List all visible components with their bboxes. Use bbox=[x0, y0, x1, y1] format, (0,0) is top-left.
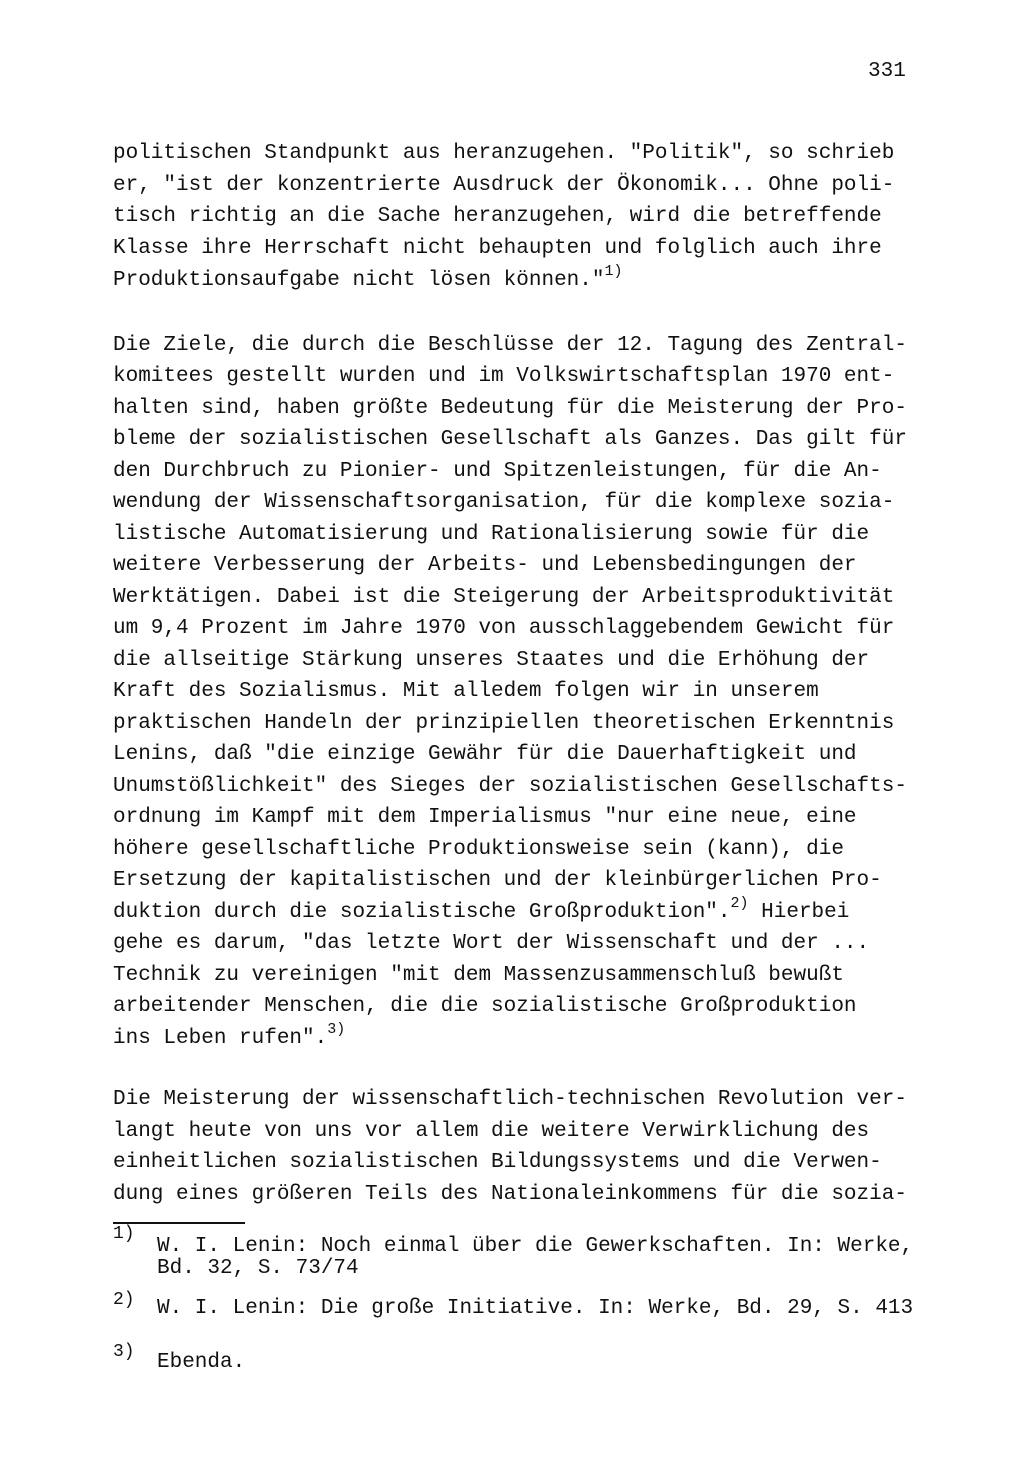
text-segment: duktion durch die sozialistische Großproduktion". bbox=[113, 901, 731, 924]
footnote-text: W. I. Lenin: Die große Initiative. In: Werke, Bd. 29, S. 413 bbox=[157, 1297, 914, 1320]
footnote-reference: 1) bbox=[604, 263, 623, 280]
text-line: wendung der Wissenschaftsorganisation, für die komplexe sozia- bbox=[113, 491, 895, 514]
footnote-text: Ebenda. bbox=[157, 1351, 246, 1374]
text-line: Technik zu vereinigen "mit dem Massenzusammenschluß bewußt bbox=[113, 964, 844, 987]
text-line: höhere gesellschaftliche Produktionsweise sein (kann), die bbox=[113, 838, 844, 861]
footnote-text: W. I. Lenin: Noch einmal über die Gewerkschaften. In: Werke, bbox=[157, 1235, 914, 1258]
text-line: politischen Standpunkt aus heranzugehen. "Politik", so schrieb bbox=[113, 142, 895, 165]
text-line: bleme der sozialistischen Gesellschaft als Ganzes. Das gilt für bbox=[113, 428, 907, 451]
text-line: ordnung im Kampf mit dem Imperialismus "nur eine neue, eine bbox=[113, 806, 857, 829]
text-segment: Produktionsaufgabe nicht lösen können." bbox=[113, 269, 605, 292]
text-line: Die Ziele, die durch die Beschlüsse der 12. Tagung des Zentral- bbox=[113, 334, 907, 357]
text-line: arbeitender Menschen, die die sozialistische Großproduktion bbox=[113, 995, 857, 1018]
text-line: um 9,4 Prozent im Jahre 1970 von ausschlaggebendem Gewicht für bbox=[113, 617, 895, 640]
text-line: tisch richtig an die Sache heranzugehen, wird die betreffende bbox=[113, 205, 882, 228]
text-line: Kraft des Sozialismus. Mit alledem folgen wir in unserem bbox=[113, 680, 819, 703]
text-line: die allseitige Stärkung unseres Staates und die Erhöhung der bbox=[113, 649, 870, 672]
text-line: praktischen Handeln der prinzipiellen theoretischen Erkenntnis bbox=[113, 712, 895, 735]
footnote-text: Bd. 32, S. 73/74 bbox=[157, 1257, 359, 1280]
text-line: gehe es darum, "das letzte Wort der Wissenschaft und der ... bbox=[113, 932, 870, 955]
text-line: dung eines größeren Teils des Nationaleinkommens für die sozia- bbox=[113, 1183, 907, 1206]
text-segment: Hierbei bbox=[748, 901, 850, 924]
text-line: weitere Verbesserung der Arbeits- und Lebensbedingungen der bbox=[113, 554, 857, 577]
text-line bbox=[113, 895, 850, 924]
footnote-reference: 2) bbox=[730, 895, 749, 912]
text-line: Ersetzung der kapitalistischen und der kleinbürgerlichen Pro- bbox=[113, 869, 882, 892]
footnote-number: 2) bbox=[113, 1290, 135, 1310]
text-line: Die Meisterung der wissenschaftlich-technischen Revolution ver- bbox=[113, 1088, 907, 1111]
text-line: Klasse ihre Herrschaft nicht behaupten und folglich auch ihre bbox=[113, 237, 882, 260]
footnote-number: 3) bbox=[113, 1342, 135, 1362]
text-line bbox=[113, 1021, 346, 1050]
text-line: halten sind, haben größte Bedeutung für die Meisterung der Pro- bbox=[113, 397, 907, 420]
text-segment: ins Leben rufen". bbox=[113, 1027, 328, 1050]
text-line: einheitlichen sozialistischen Bildungssystems und die Verwen- bbox=[113, 1151, 882, 1174]
text-line: den Durchbruch zu Pionier- und Spitzenleistungen, für die An- bbox=[113, 460, 882, 483]
footnote-reference: 3) bbox=[327, 1021, 346, 1038]
text-line: langt heute von uns vor allem die weitere Verwirklichung des bbox=[113, 1120, 870, 1143]
text-line: listische Automatisierung und Rationalisierung sowie für die bbox=[113, 523, 870, 546]
text-line: er, "ist der konzentrierte Ausdruck der Ökonomik... Ohne poli- bbox=[113, 174, 895, 197]
text-line bbox=[113, 263, 623, 292]
page-number: 331 bbox=[868, 60, 906, 83]
text-line: komitees gestellt wurden und im Volkswirtschaftsplan 1970 ent- bbox=[113, 365, 895, 388]
text-line: Lenins, daß "die einzige Gewähr für die Dauerhaftigkeit und bbox=[113, 743, 857, 766]
footnote-number: 1) bbox=[113, 1224, 135, 1244]
text-line: Unumstößlichkeit" des Sieges der sozialistischen Gesellschafts- bbox=[113, 775, 907, 798]
text-line: Werktätigen. Dabei ist die Steigerung der Arbeitsproduktivität bbox=[113, 586, 895, 609]
